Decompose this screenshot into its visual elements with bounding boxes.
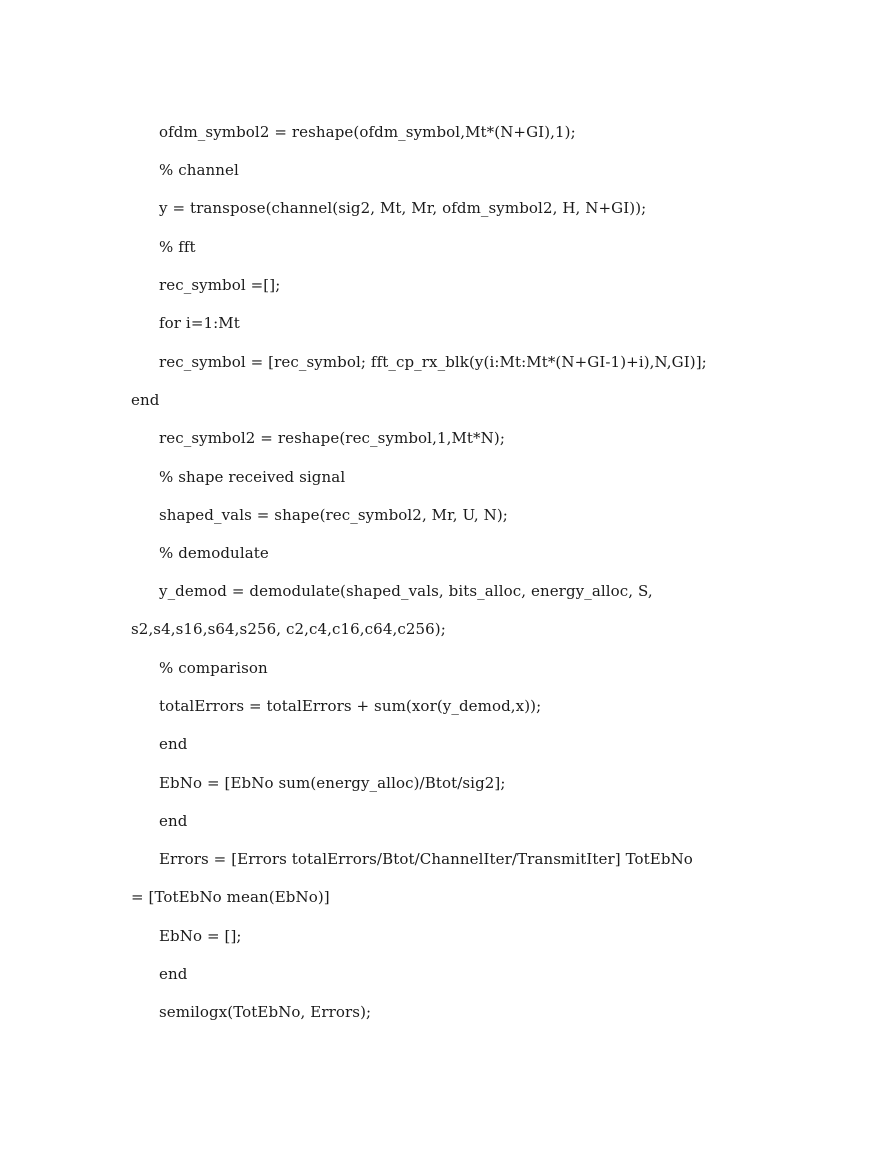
code-line: shaped_vals = shape(rec_symbol2, Mr, U, N); <box>159 506 508 524</box>
code-line: rec_symbol = [rec_symbol; fft_cp_rx_blk(y(i:Mt:Mt*(N+GI-1)+i),N,GI)]; <box>159 353 707 371</box>
code-line: EbNo = []; <box>159 927 242 945</box>
code-line: = [TotEbNo mean(EbNo)] <box>131 888 330 906</box>
code-line: s2,s4,s16,s64,s256, c2,c4,c16,c64,c256); <box>131 620 446 638</box>
code-line: end <box>159 812 188 830</box>
code-comment: % demodulate <box>159 544 269 562</box>
code-line: rec_symbol2 = reshape(rec_symbol,1,Mt*N); <box>159 429 505 447</box>
code-comment: % comparison <box>159 659 268 677</box>
code-line: EbNo = [EbNo sum(energy_alloc)/Btot/sig2]; <box>159 774 506 792</box>
code-comment: % fft <box>159 238 196 256</box>
code-line: Errors = [Errors totalErrors/Btot/ChannelIter/TransmitIter] TotEbNo <box>159 850 693 868</box>
code-line: semilogx(TotEbNo, Errors); <box>159 1003 372 1021</box>
code-line: y = transpose(channel(sig2, Mt, Mr, ofdm_symbol2, H, N+GI)); <box>159 199 647 217</box>
code-line: end <box>159 965 188 983</box>
code-line: y_demod = demodulate(shaped_vals, bits_alloc, energy_alloc, S, <box>159 582 653 600</box>
code-line: end <box>131 391 160 409</box>
code-line: rec_symbol =[]; <box>159 276 281 294</box>
code-comment: % channel <box>159 161 239 179</box>
code-line: end <box>159 735 188 753</box>
code-comment: % shape received signal <box>159 468 346 486</box>
code-line: ofdm_symbol2 = reshape(ofdm_symbol,Mt*(N+GI),1); <box>159 123 576 141</box>
code-line: for i=1:Mt <box>159 314 240 332</box>
code-line: totalErrors = totalErrors + sum(xor(y_demod,x)); <box>159 697 542 715</box>
